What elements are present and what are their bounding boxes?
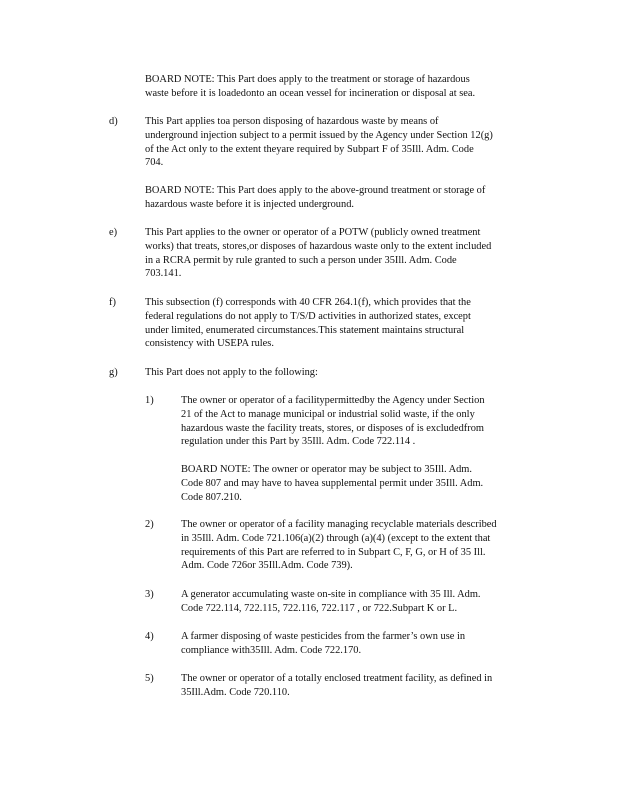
text-line: in 35Ill. Adm. Code 721.106(a)(2) through (a)(4) (except to the extent that bbox=[181, 532, 491, 544]
sub-2-text bbox=[181, 518, 537, 573]
sub-1-label: 1) bbox=[145, 395, 154, 406]
text-line: requirements of this Part are referred to in Subpart C, F, G, or H of 35 Ill. bbox=[181, 546, 486, 558]
text-line: hazardous waste the facility treats, stores, or disposes of is excludedfrom bbox=[181, 422, 484, 434]
note-line: waste before it is loadedonto an ocean vessel for incineration or disposal at sea. bbox=[145, 87, 476, 99]
text-line: A generator accumulating waste on-site in compliance with 35 Ill. Adm. bbox=[181, 589, 481, 600]
text-line: 703.141. bbox=[145, 268, 182, 280]
sub-4-label: 4) bbox=[145, 631, 154, 642]
text-line: The owner or operator of a facilitypermittedby the Agency under Section bbox=[181, 395, 485, 406]
note-line: hazardous waste before it is injected underground. bbox=[145, 198, 354, 210]
text-line: underground injection subject to a permit issued by the Agency under Section 12(g) bbox=[145, 129, 493, 141]
note-line: Code 807 and may have to havea supplemental permit under 35Ill. Adm. bbox=[181, 477, 484, 489]
text-line: regulation under this Part by 35Ill. Adm. Code 722.114 . bbox=[181, 436, 416, 448]
text-line: The owner or operator of a facility managing recyclable materials described bbox=[181, 519, 497, 530]
text-line: of the Act only to the extent theyare required by Subpart F of 35Ill. Adm. Code bbox=[145, 143, 474, 155]
board-note-top bbox=[145, 73, 520, 101]
sub-3-text bbox=[181, 588, 521, 616]
item-f-label: f) bbox=[109, 297, 116, 308]
text-line: 704. bbox=[145, 157, 164, 169]
sub-5-label: 5) bbox=[145, 673, 154, 684]
note-line: BOARD NOTE: This Part does apply to the above-ground treatment or storage of bbox=[145, 185, 486, 196]
sub-3-label: 3) bbox=[145, 589, 154, 600]
sub-1-text bbox=[181, 394, 519, 449]
text-line: in a RCRA permit by rule granted to such a person under 35Ill. Adm. Code bbox=[145, 254, 457, 266]
text-line: works) that treats, stores,or disposes of hazardous waste only to the extent included bbox=[145, 240, 492, 252]
sub-1-board-note bbox=[181, 463, 526, 504]
text-line: Adm. Code 726or 35Ill.Adm. Code 739). bbox=[181, 560, 353, 572]
sub-5-text bbox=[181, 672, 541, 700]
text-line: This subsection (f) corresponds with 40 CFR 264.1(f), which provides that the bbox=[145, 297, 471, 308]
text-line: under limited, enumerated circumstances.This statement maintains structural bbox=[145, 324, 465, 336]
item-d-text bbox=[145, 115, 538, 170]
text-line: federal regulations do not apply to T/S/D activities in authorized states, except bbox=[145, 310, 471, 322]
text-line: This Part applies toa person disposing of hazardous waste by means of bbox=[145, 116, 439, 127]
note-line: BOARD NOTE: This Part does apply to the treatment or storage of hazardous bbox=[145, 74, 470, 85]
item-g-intro: This Part does not apply to the following: bbox=[145, 367, 318, 378]
text-line: The owner or operator of a totally enclosed treatment facility, as defined in bbox=[181, 673, 493, 684]
sub-2-label: 2) bbox=[145, 519, 154, 530]
text-line: 35Ill.Adm. Code 720.110. bbox=[181, 686, 290, 698]
text-line: compliance with35Ill. Adm. Code 722.170. bbox=[181, 644, 362, 656]
item-f-text bbox=[145, 296, 520, 351]
item-e-text bbox=[145, 226, 538, 281]
item-e-label: e) bbox=[109, 227, 118, 238]
item-d-label: d) bbox=[109, 116, 118, 127]
text-line: A farmer disposing of waste pesticides from the farmer’s own use in bbox=[181, 631, 466, 642]
item-d-board-note bbox=[145, 184, 538, 212]
sub-4-text bbox=[181, 630, 511, 658]
note-line: Code 807.210. bbox=[181, 491, 242, 503]
note-line: BOARD NOTE: The owner or operator may be subject to 35Ill. Adm. bbox=[181, 464, 472, 475]
text-line: consistency with USEPA rules. bbox=[145, 338, 274, 350]
text-line: This Part applies to the owner or operator of a POTW (publicly owned treatment bbox=[145, 227, 481, 238]
text-line: Code 722.114, 722.115, 722.116, 722.117 , or 722.Subpart K or L. bbox=[181, 602, 458, 614]
text-line: 21 of the Act to manage municipal or industrial solid waste, if the only bbox=[181, 408, 475, 420]
item-g-label: g) bbox=[109, 367, 118, 378]
